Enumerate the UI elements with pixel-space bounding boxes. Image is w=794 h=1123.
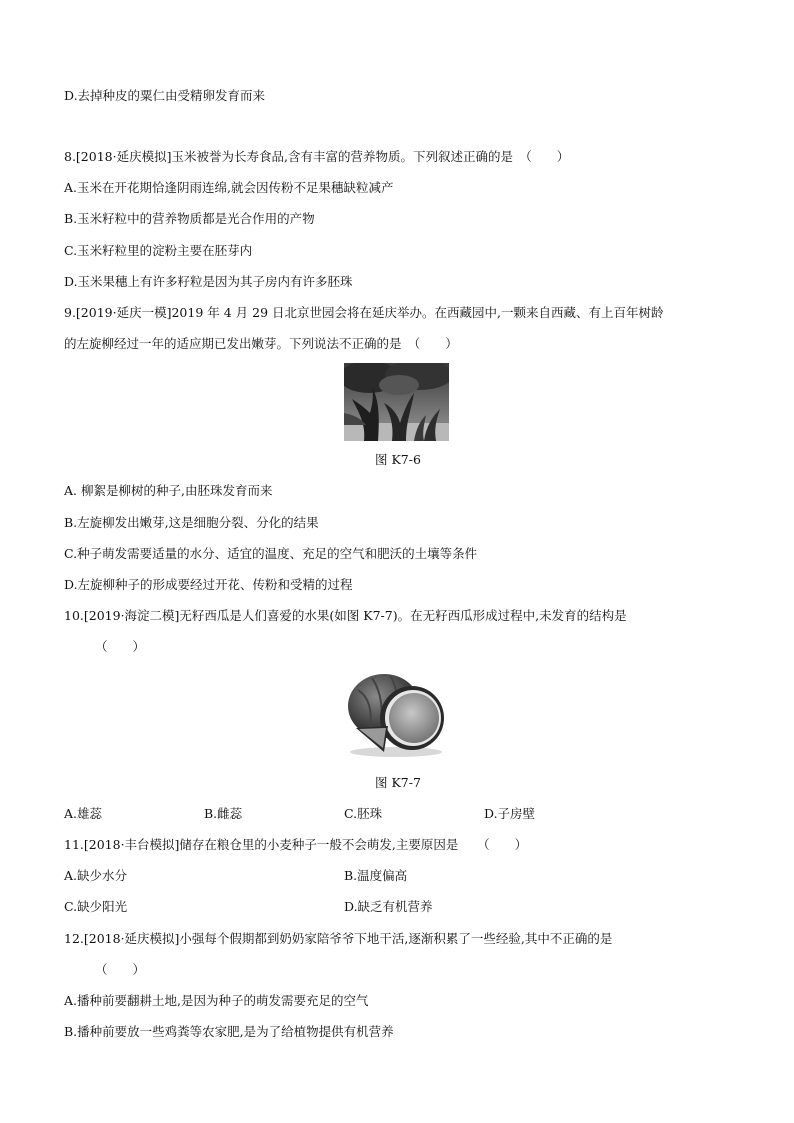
q7-option-d: D.去掉种皮的粟仁由受精卵发育而来	[64, 88, 266, 103]
q11-stem: 11.[2018·丰台模拟]储存在粮仓里的小麦种子一般不会萌发,主要原因是 （ ）	[64, 837, 528, 852]
willow-tree-photo	[344, 363, 449, 441]
q9-option-b: B.左旋柳发出嫩芽,这是细胞分裂、分化的结果	[64, 515, 319, 530]
q9-option-a: A. 柳絮是柳树的种子,由胚珠发育而来	[64, 483, 273, 498]
q9-stem-line2: 的左旋柳经过一年的适应期已发出嫩芽。下列说法不正确的是 （ ）	[64, 336, 458, 351]
q9-stem-line1: 9.[2019·延庆一模]2019 年 4 月 29 日北京世园会将在延庆举办。在西藏园中,一颗来自西藏、有上百年树龄	[64, 305, 664, 320]
q12-option-b: B.播种前要放一些鸡粪等农家肥,是为了给植物提供有机营养	[64, 1024, 394, 1039]
q8-option-a: A.玉米在开花期恰逢阴雨连绵,就会因传粉不足果穗缺粒减产	[64, 180, 394, 195]
q11-option-c: C.缺少阳光	[64, 899, 128, 914]
q9-option-d: D.左旋柳种子的形成要经过开花、传粉和受精的过程	[64, 577, 353, 592]
q10-figure-caption: 图 K7-7	[375, 775, 421, 790]
q10-option-b: B.雌蕊	[204, 806, 243, 821]
q9-option-c: C.种子萌发需要适量的水分、适宜的温度、充足的空气和肥沃的土壤等条件	[64, 546, 478, 561]
q10-option-a: A.雄蕊	[64, 806, 103, 821]
q11-option-b: B.温度偏高	[344, 868, 408, 883]
watermelon-illustration	[344, 670, 448, 758]
q11-option-d: D.缺乏有机营养	[344, 899, 433, 914]
q8-stem: 8.[2018·延庆模拟]玉米被誉为长寿食品,含有丰富的营养物质。下列叙述正确的是 （ ）	[64, 149, 570, 164]
q10-option-d: D.子房壁	[484, 806, 536, 821]
q9-figure-caption: 图 K7-6	[375, 452, 421, 467]
q8-option-b: B.玉米籽粒中的营养物质都是光合作用的产物	[64, 211, 315, 226]
q12-stem-line2: （ ）	[95, 962, 146, 977]
q8-option-c: C.玉米籽粒里的淀粉主要在胚芽内	[64, 243, 253, 258]
q10-stem-line1: 10.[2019·海淀二模]无籽西瓜是人们喜爱的水果(如图 K7-7)。在无籽西瓜形成过程中,未发育的结构是	[64, 608, 627, 623]
q10-stem-line2: （ ）	[95, 639, 146, 654]
q11-option-a: A.缺少水分	[64, 868, 128, 883]
q12-option-a: A.播种前要翻耕土地,是因为种子的萌发需要充足的空气	[64, 993, 369, 1008]
q10-option-c: C.胚珠	[344, 806, 383, 821]
q12-stem-line1: 12.[2018·延庆模拟]小强每个假期都到奶奶家陪爷爷下地干活,逐渐积累了一些经验,其中不正确的是	[64, 931, 613, 946]
q8-option-d: D.玉米果穗上有许多籽粒是因为其子房内有许多胚珠	[64, 274, 353, 289]
